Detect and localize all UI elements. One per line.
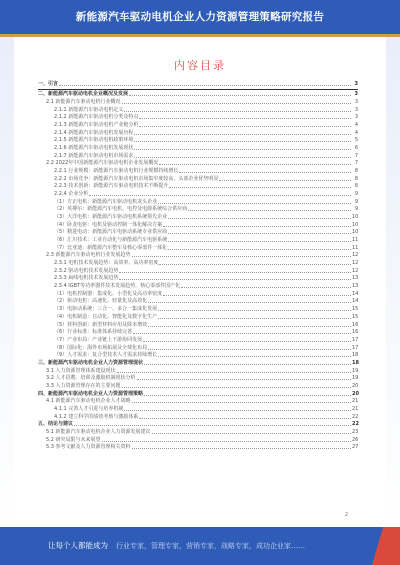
toc-entry-text: 5.2 研究局限与未来展望 bbox=[46, 436, 101, 443]
toc-leader-dots bbox=[169, 187, 351, 188]
toc-entry[interactable] bbox=[38, 244, 358, 252]
toc-leader-dots bbox=[124, 410, 351, 411]
toc-entry-page: 10 bbox=[352, 214, 359, 221]
toc-entry[interactable] bbox=[38, 413, 358, 421]
toc-entry-text: （9）人才需求：复合型技术人才需求持续增长 bbox=[54, 352, 158, 359]
toc-entry-page: 26 bbox=[352, 436, 359, 443]
toc-entry[interactable] bbox=[38, 428, 358, 436]
toc-entry-page: 15 bbox=[352, 306, 359, 313]
toc-entry-text: （2）驱动电机：高速化、轻量化及高效化 bbox=[54, 298, 148, 305]
toc-leader-dots bbox=[168, 218, 351, 219]
toc-entry-text: 二、新能源汽车驱动电机企业概况及发展 bbox=[38, 91, 129, 98]
toc-entry[interactable] bbox=[38, 91, 358, 99]
toc-entry-page: 10 bbox=[352, 221, 359, 228]
table-of-contents bbox=[38, 80, 358, 451]
toc-entry-text: （6）汇川技术：工业自动化与新能源汽车电驱系统 bbox=[54, 237, 168, 244]
footer-tagline: 行业专家，管理专家，营销专家，战略专家，成功企业家…… bbox=[116, 542, 305, 550]
toc-leader-dots bbox=[144, 364, 351, 365]
toc-entry-page: 3 bbox=[354, 80, 358, 87]
toc-entry-text: （1）电机控制器：集成化、小型化及高功率密度 bbox=[54, 290, 163, 297]
toc-leader-dots bbox=[129, 95, 351, 96]
toc-entry-text: 2.2 2022年中国新能源汽车驱动电机企业发展概况 bbox=[46, 160, 159, 167]
toc-entry[interactable] bbox=[38, 275, 358, 283]
toc-entry-text: 2.2.4 企业分析 bbox=[54, 191, 89, 198]
toc-leader-dots bbox=[163, 295, 351, 296]
toc-entry-page: 12 bbox=[352, 267, 359, 274]
toc-entry-page: 20 bbox=[352, 382, 359, 389]
toc-entry-text: 三、新能源汽车驱动电机企业人力资源管理现状 bbox=[38, 359, 144, 366]
toc-leader-dots bbox=[181, 287, 351, 288]
toc-entry[interactable] bbox=[38, 190, 358, 198]
toc-entry[interactable] bbox=[38, 129, 358, 137]
toc-leader-dots bbox=[139, 126, 351, 127]
toc-leader-dots bbox=[139, 118, 351, 119]
toc-entry-page: 19 bbox=[352, 375, 359, 382]
toc-entry-text: 2.1.7 新能源汽车驱动电机市场需求 bbox=[54, 152, 134, 159]
toc-entry-text: （2）英搏尔：新能源汽车电机、电控及电源系统综合供应商 bbox=[54, 206, 188, 213]
toc-leader-dots bbox=[74, 425, 351, 426]
toc-entry[interactable] bbox=[38, 175, 358, 183]
toc-entry-page: 18 bbox=[352, 359, 359, 366]
toc-entry-text: 2.3 新能源汽车驱动电机行业发展趋势 bbox=[46, 252, 131, 259]
toc-entry-text: 5.1 新能源汽车驱动电机企业人力资源发展建议 bbox=[46, 428, 151, 435]
toc-entry-text: 4.1.2 建立科学的绩效考核与激励体系 bbox=[54, 413, 139, 420]
footer-text: 让每个人都能成为 bbox=[48, 541, 108, 550]
toc-entry[interactable] bbox=[38, 213, 358, 221]
toc-entry-text: （4）电机制造：自动化、智能化及数字化生产 bbox=[54, 313, 158, 320]
toc-entry-text: （7）产业布局：产业链上下游协同发展 bbox=[54, 336, 143, 343]
toc-leader-dots bbox=[148, 326, 351, 327]
toc-entry-page: 9 bbox=[354, 191, 358, 198]
toc-entry-text: （3）大洋电机：新能源汽车驱动电机系统领先企业 bbox=[54, 214, 168, 221]
toc-entry[interactable] bbox=[38, 444, 358, 452]
toc-entry[interactable] bbox=[38, 329, 358, 337]
toc-entry-text: 4.1 新能源汽车驱动电机企业人才战略 bbox=[46, 398, 131, 405]
toc-leader-dots bbox=[59, 85, 351, 86]
toc-entry[interactable] bbox=[38, 267, 358, 275]
toc-entry-text: 五、结论与建议 bbox=[38, 421, 74, 428]
toc-entry-text: 2.3.2 驱动电机技术发展趋势 bbox=[54, 267, 119, 274]
toc-entry-text: 四、新能源汽车驱动电机企业人力资源管理策略 bbox=[38, 390, 144, 397]
toc-entry-page: 7 bbox=[354, 160, 358, 167]
toc-entry-page: 15 bbox=[352, 313, 359, 320]
report-title: 新能源汽车驱动电机企业人力资源管理策略研究报告 bbox=[75, 11, 325, 23]
toc-entry-text: 5.3 参考文献及人力资源管理相关资料 bbox=[46, 444, 131, 451]
toc-leader-dots bbox=[144, 395, 351, 396]
toc-leader-dots bbox=[159, 164, 351, 165]
toc-entry[interactable] bbox=[38, 282, 358, 290]
toc-leader-dots bbox=[158, 356, 351, 357]
toc-entry[interactable] bbox=[38, 137, 358, 145]
toc-leader-dots bbox=[152, 433, 351, 434]
toc-entry-text: （3）电驱动系统：三合一、多合一集成化发展 bbox=[54, 306, 158, 313]
toc-entry-page: 12 bbox=[352, 260, 359, 267]
toc-entry[interactable] bbox=[38, 421, 358, 429]
toc-entry[interactable] bbox=[38, 290, 358, 298]
toc-entry[interactable] bbox=[38, 398, 358, 406]
toc-entry-page: 13 bbox=[352, 275, 359, 282]
toc-leader-dots bbox=[163, 226, 351, 227]
toc-entry-page: 11 bbox=[352, 244, 359, 251]
toc-leader-dots bbox=[179, 172, 351, 173]
toc-leader-dots bbox=[188, 210, 351, 211]
toc-entry[interactable] bbox=[38, 206, 358, 214]
toc-entry[interactable] bbox=[38, 305, 358, 313]
toc-leader-dots bbox=[133, 333, 351, 334]
toc-entry-page: 27 bbox=[352, 444, 359, 451]
toc-entry-text: 2.1.5 新能源汽车驱动电机政策环境 bbox=[54, 137, 134, 144]
toc-entry[interactable] bbox=[38, 344, 358, 352]
toc-entry[interactable] bbox=[38, 352, 358, 360]
toc-leader-dots bbox=[119, 279, 351, 280]
toc-leader-dots bbox=[122, 103, 351, 104]
toc-entry-text: 2.3.3 扁线电机技术发展趋势 bbox=[54, 275, 119, 282]
toc-entry-text: 2.3.4 IGBT等功率器件技术发展趋势，核心零部件国产化 bbox=[54, 283, 181, 290]
toc-entry-page: 20 bbox=[352, 390, 359, 397]
toc-entry-page: 3 bbox=[354, 106, 358, 113]
footer-slogan bbox=[48, 540, 305, 551]
toc-leader-dots bbox=[124, 111, 351, 112]
toc-entry-page: 16 bbox=[352, 321, 359, 328]
toc-entry-text: （7）比亚迪：新能源汽车整车及核心零部件一体化 bbox=[54, 244, 168, 251]
toc-leader-dots bbox=[158, 310, 351, 311]
toc-entry[interactable] bbox=[38, 144, 358, 152]
toc-leader-dots bbox=[168, 233, 351, 234]
toc-entry[interactable] bbox=[38, 436, 358, 444]
toc-leader-dots bbox=[134, 157, 351, 158]
toc-entry-page: 9 bbox=[354, 198, 358, 205]
toc-entry[interactable] bbox=[38, 259, 358, 267]
toc-entry[interactable] bbox=[38, 405, 358, 413]
toc-entry-page: 14 bbox=[352, 298, 359, 305]
toc-entry-page: 21 bbox=[352, 405, 359, 412]
toc-entry-text: 2.1.3 新能源汽车驱动电机产业链分析 bbox=[54, 122, 139, 129]
toc-entry[interactable] bbox=[38, 367, 358, 375]
toc-entry-page: 22 bbox=[352, 413, 359, 420]
toc-entry[interactable] bbox=[38, 106, 358, 114]
left-margin-decoration bbox=[0, 37, 14, 527]
toc-entry-text: 2.1 新能源汽车驱动电机行业概况 bbox=[46, 99, 121, 106]
toc-leader-dots bbox=[168, 249, 351, 250]
toc-entry-text: 3.1 人力资源管理体系建设现状 bbox=[46, 367, 116, 374]
toc-entry[interactable] bbox=[38, 229, 358, 237]
toc-entry[interactable] bbox=[38, 382, 358, 390]
toc-entry[interactable] bbox=[38, 183, 358, 191]
toc-entry-page: 18 bbox=[352, 352, 359, 359]
toc-entry-page: 14 bbox=[352, 290, 359, 297]
toc-leader-dots bbox=[168, 241, 351, 242]
right-margin-decoration bbox=[386, 37, 400, 527]
toc-entry[interactable] bbox=[38, 114, 358, 122]
toc-entry-page: 10 bbox=[352, 229, 359, 236]
toc-entry-page: 3 bbox=[354, 91, 358, 98]
toc-entry-page: 3 bbox=[354, 99, 358, 106]
toc-entry-text: （5）精进电动：新能源汽车电驱动系统专业供应商 bbox=[54, 229, 168, 236]
toc-leader-dots bbox=[132, 256, 351, 257]
toc-leader-dots bbox=[139, 418, 351, 419]
header-accent-stripe bbox=[0, 34, 400, 37]
toc-leader-dots bbox=[134, 134, 351, 135]
toc-entry-page: 8 bbox=[354, 183, 358, 190]
toc-leader-dots bbox=[119, 272, 351, 273]
toc-entry-text: 3.3 人力资源管理存在的主要问题 bbox=[46, 382, 121, 389]
toc-entry[interactable] bbox=[38, 121, 358, 129]
toc-entry[interactable] bbox=[38, 252, 358, 260]
toc-leader-dots bbox=[219, 180, 351, 181]
toc-entry-text: 2.2.3 技术创新：新能源汽车驱动电机技术不断提升 bbox=[54, 183, 169, 190]
toc-entry-text: 2.2.2 市场竞争：新能源汽车驱动电机市场集中度较高，头部企业优势明显 bbox=[54, 175, 219, 182]
toc-leader-dots bbox=[117, 372, 351, 373]
toc-entry-page: 9 bbox=[354, 206, 358, 213]
toc-entry-page: 3 bbox=[354, 114, 358, 121]
toc-entry-page: 6 bbox=[354, 145, 358, 152]
toc-entry[interactable] bbox=[38, 313, 358, 321]
toc-leader-dots bbox=[134, 149, 351, 150]
toc-leader-dots bbox=[134, 141, 351, 142]
toc-entry[interactable] bbox=[38, 298, 358, 306]
toc-leader-dots bbox=[137, 379, 351, 380]
toc-leader-dots bbox=[132, 448, 351, 449]
toc-entry-page: 22 bbox=[352, 421, 359, 428]
toc-heading: 内容目录 bbox=[174, 59, 226, 72]
toc-entry-text: 2.2.1 行业规模：新能源汽车驱动电机行业规模持续增长 bbox=[54, 168, 179, 175]
toc-leader-dots bbox=[158, 203, 351, 204]
toc-entry[interactable] bbox=[38, 359, 358, 367]
toc-leader-dots bbox=[148, 349, 351, 350]
toc-entry[interactable] bbox=[38, 221, 358, 229]
toc-leader-dots bbox=[158, 318, 351, 319]
toc-entry-page: 8 bbox=[354, 175, 358, 182]
toc-leader-dots bbox=[132, 402, 351, 403]
toc-entry-page: 19 bbox=[352, 367, 359, 374]
toc-entry[interactable] bbox=[38, 167, 358, 175]
toc-entry-page: 4 bbox=[354, 122, 358, 129]
toc-divider bbox=[38, 89, 358, 90]
toc-entry-text: 3.2 人才招聘、培训及激励机制现状分析 bbox=[46, 375, 136, 382]
toc-entry-text: 2.1.2 新能源汽车驱动电机分类及特点 bbox=[54, 114, 139, 121]
toc-entry-page: 17 bbox=[352, 344, 359, 351]
toc-entry-text: 一、引言 bbox=[38, 80, 59, 87]
toc-entry-page: 16 bbox=[352, 329, 359, 336]
toc-entry-page: 5 bbox=[354, 137, 358, 144]
toc-leader-dots bbox=[89, 195, 351, 196]
toc-leader-dots bbox=[102, 441, 351, 442]
toc-entry[interactable] bbox=[38, 375, 358, 383]
toc-entry-text: 2.1.4 新能源汽车驱动电机发展历程 bbox=[54, 129, 134, 136]
toc-entry[interactable] bbox=[38, 236, 358, 244]
toc-entry-text: 2.3.1 电机技术发展趋势：高效率、高功率密度 bbox=[54, 260, 159, 267]
toc-entry-page: 8 bbox=[354, 168, 358, 175]
toc-entry-text: 4.1.1 完善人才引进与培养机制 bbox=[54, 405, 124, 412]
toc-entry[interactable] bbox=[38, 198, 358, 206]
toc-entry[interactable] bbox=[38, 98, 358, 106]
toc-entry[interactable] bbox=[38, 336, 358, 344]
toc-entry[interactable] bbox=[38, 160, 358, 168]
toc-entry-page: 13 bbox=[352, 283, 359, 290]
toc-entry-text: 2.1.6 新能源汽车驱动电机发展现状 bbox=[54, 145, 134, 152]
toc-entry-page: 4 bbox=[354, 129, 358, 136]
toc-entry-text: （5）材料创新：新型材料应用及降本增效 bbox=[54, 321, 148, 328]
toc-entry-text: （1）方正电机：新能源汽车驱动电机龙头企业 bbox=[54, 198, 158, 205]
toc-entry[interactable] bbox=[38, 152, 358, 160]
toc-entry-page: 12 bbox=[352, 252, 359, 259]
toc-entry-page: 21 bbox=[352, 398, 359, 405]
toc-entry-text: （6）行业标准：标准体系持续完善 bbox=[54, 329, 133, 336]
page-number: 2 bbox=[344, 512, 348, 518]
toc-entry-text: 2.1.1 新能源汽车驱动电机定义 bbox=[54, 106, 124, 113]
toc-leader-dots bbox=[148, 302, 351, 303]
toc-leader-dots bbox=[143, 341, 351, 342]
toc-leader-dots bbox=[159, 264, 351, 265]
toc-entry-page: 17 bbox=[352, 336, 359, 343]
toc-entry[interactable] bbox=[38, 321, 358, 329]
toc-entry-page: 7 bbox=[354, 152, 358, 159]
toc-entry[interactable] bbox=[38, 390, 358, 398]
toc-entry-text: （4）卧龙电驱：电机及驱动控制一体化解决方案 bbox=[54, 221, 163, 228]
toc-entry-page: 11 bbox=[352, 237, 359, 244]
toc-entry-text: （8）国际化：海外市场拓展及全球化布局 bbox=[54, 344, 148, 351]
toc-leader-dots bbox=[122, 387, 351, 388]
toc-entry-page: 23 bbox=[352, 428, 359, 435]
toc-entry[interactable] bbox=[38, 80, 358, 88]
